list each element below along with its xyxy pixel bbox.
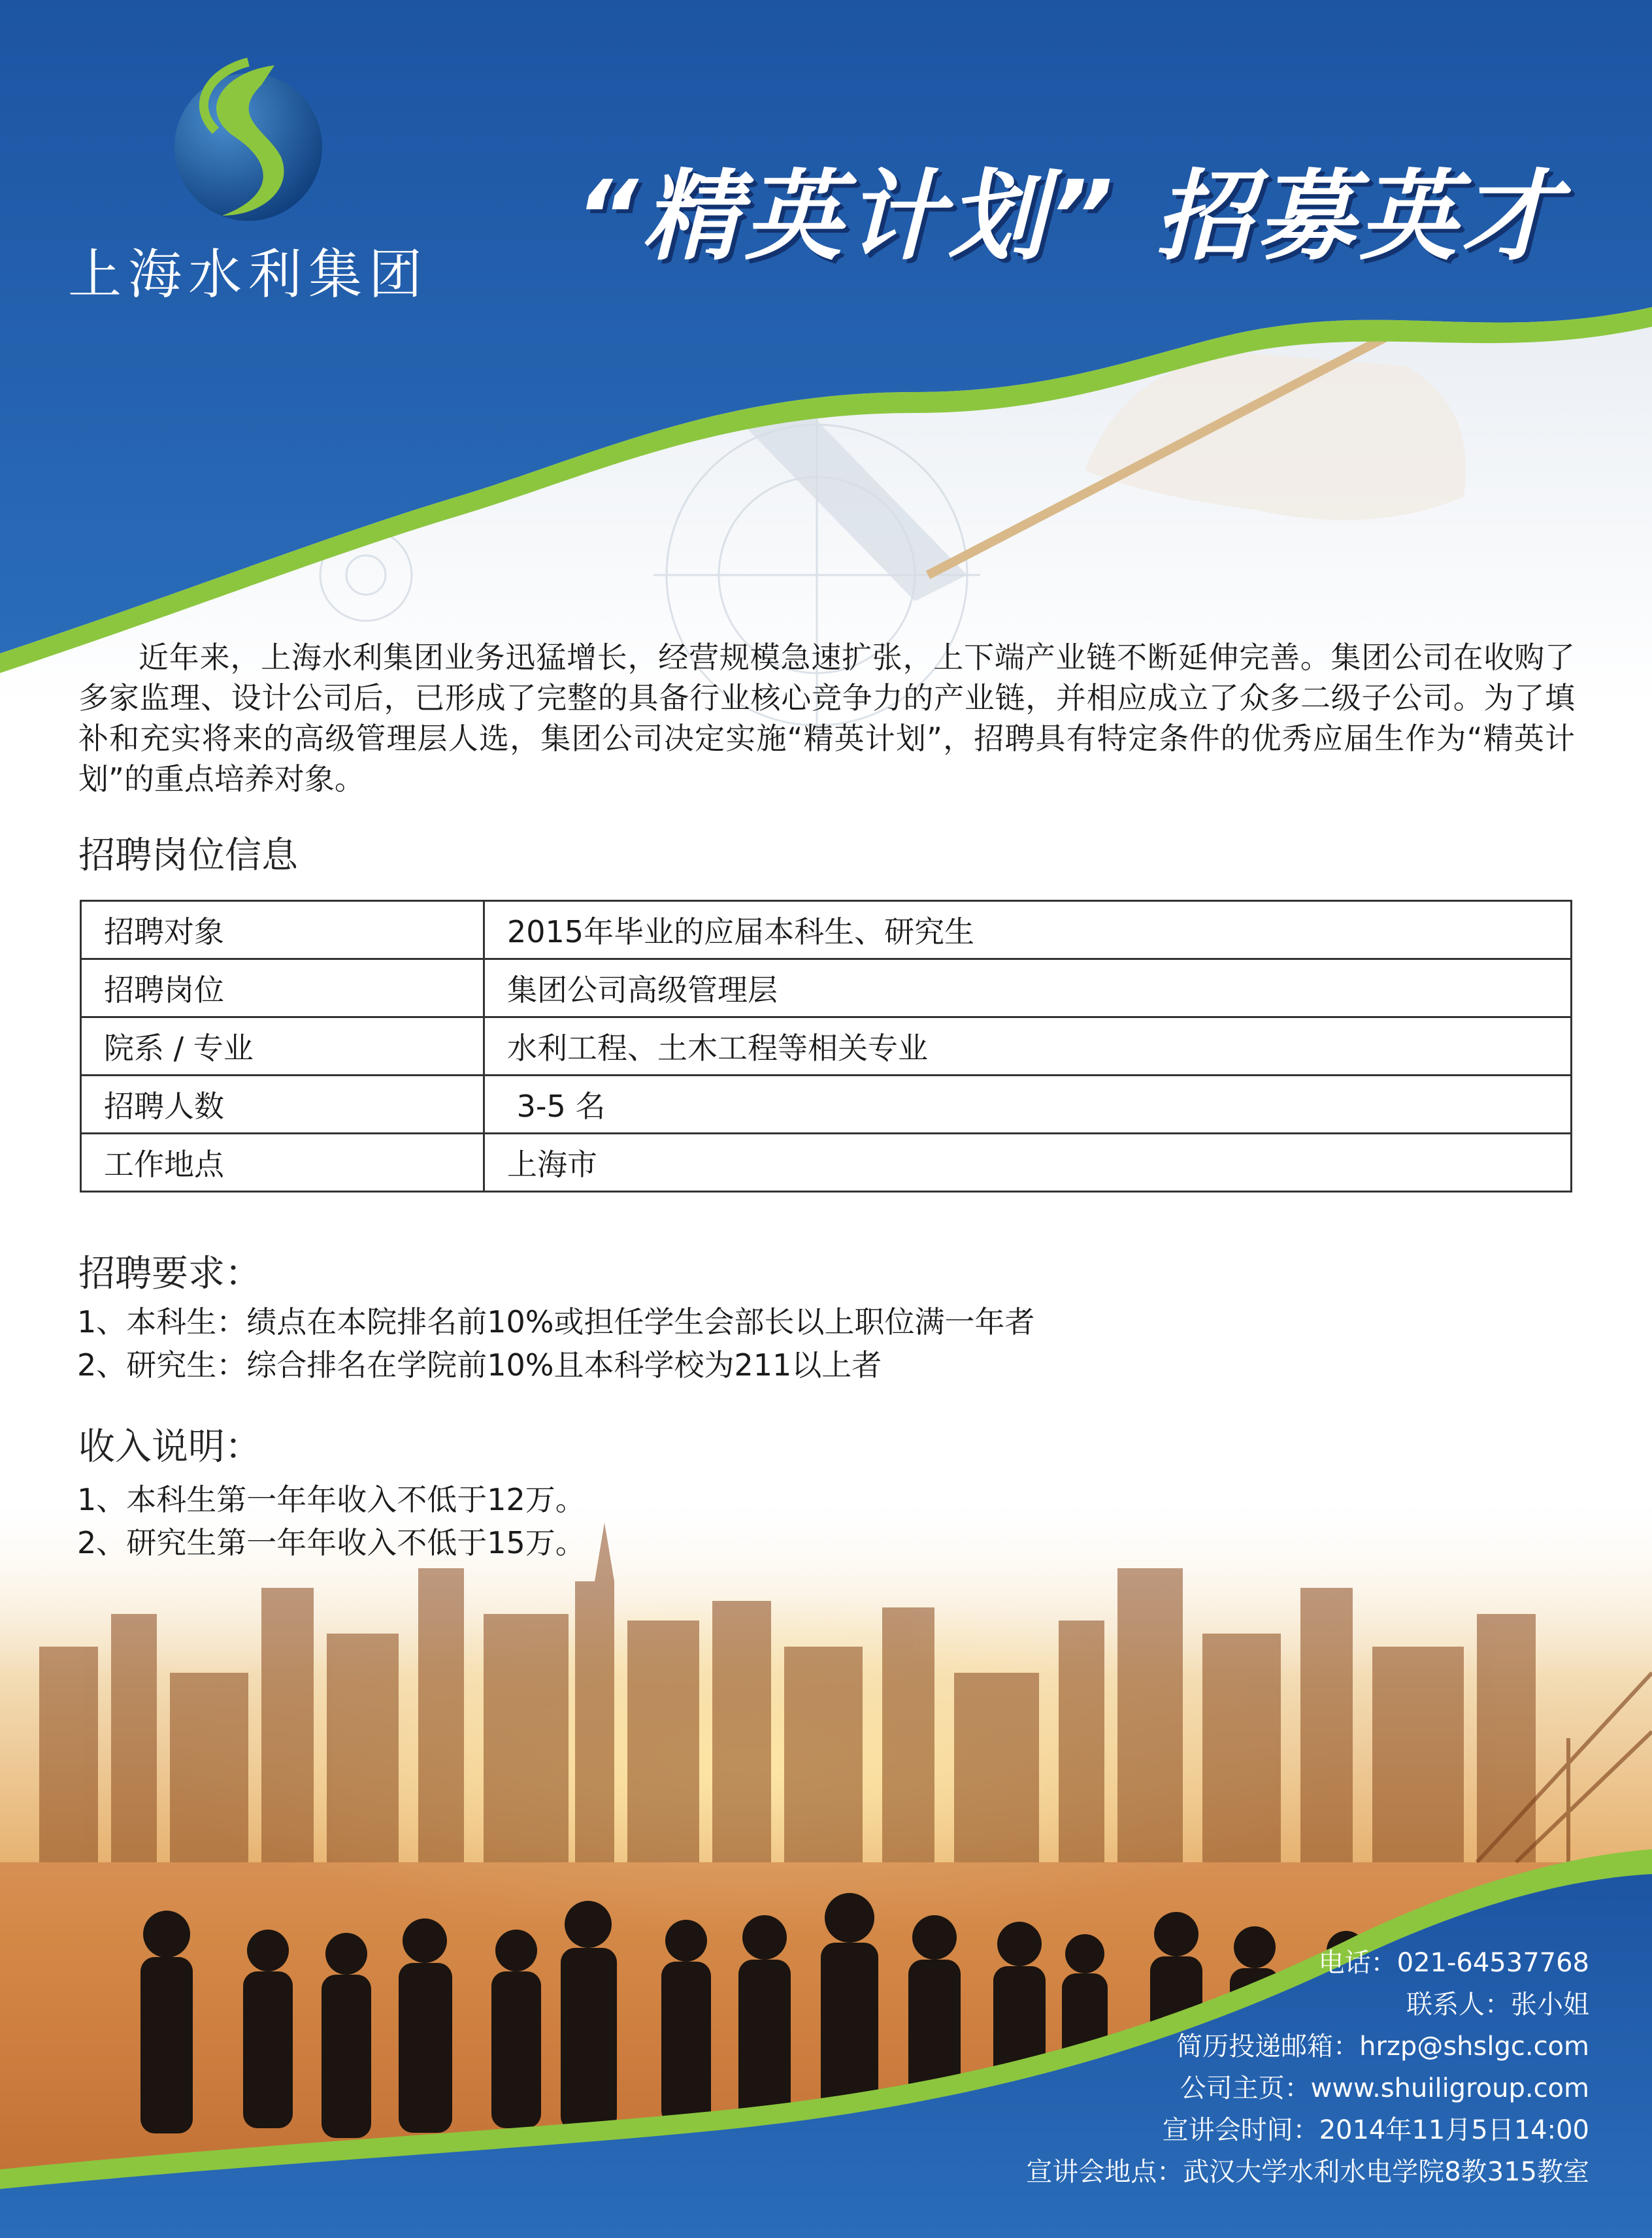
row-key: 招聘人数 (81, 1076, 484, 1134)
row-key: 招聘对象 (81, 901, 484, 959)
contact-block (1026, 1942, 1589, 2193)
row-value: 3-5 名 (484, 1076, 1572, 1134)
positions-table (80, 900, 1572, 1193)
headline: “精英计划” 招募英才 (575, 160, 1563, 274)
company-name: 上海水利集团 (67, 244, 429, 306)
seminar-place: 宣讲会地点：武汉大学水利水电学院8教315教室 (1026, 2157, 1589, 2187)
requirements-list (77, 1300, 1035, 1387)
list-item: 2、研究生：综合排名在学院前10%且本科学校为211以上者 (77, 1347, 882, 1383)
row-key: 院系 / 专业 (81, 1017, 484, 1076)
row-key: 招聘岗位 (81, 959, 484, 1017)
contact-website: 公司主页：www.shuiligroup.com (1180, 2073, 1589, 2103)
table-row (81, 901, 1572, 959)
row-value: 2015年毕业的应届本科生、研究生 (484, 901, 1572, 959)
row-value: 水利工程、土木工程等相关专业 (484, 1017, 1572, 1076)
contact-person: 联系人：张小姐 (1406, 1990, 1589, 2020)
table-row (81, 959, 1572, 1017)
row-value: 集团公司高级管理层 (484, 959, 1572, 1017)
contact-phone: 电话：021-64537768 (1318, 1948, 1589, 1978)
table-row (81, 1134, 1572, 1192)
income-list (77, 1478, 586, 1564)
requirements-title: 招聘要求： (78, 1253, 261, 1295)
list-item: 2、研究生第一年年收入不低于15万。 (77, 1525, 586, 1560)
list-item: 1、本科生：绩点在本院排名前10%或担任学生会部长以上职位满一年者 (77, 1304, 1035, 1340)
table-row (81, 1017, 1572, 1076)
row-value: 上海市 (484, 1134, 1572, 1192)
intro-paragraph: 近年来，上海水利集团业务迅猛增长，经营规模急速扩张，上下端产业链不断延伸完善。集团公司在收购了多家监理、设计公司后，已形成了完整的具备行业核心竞争力的产业链，并相应成立了众多二级子公司。为了填补和充实将来的高级管理层人选，集团公司决定实施“精英计划”，招聘具有特定条件的优秀应届生作为“精英计划”的重点培养对象。 (78, 640, 1575, 797)
row-key: 工作地点 (81, 1134, 484, 1192)
table-row (81, 1076, 1572, 1134)
positions-title: 招聘岗位信息 (78, 834, 298, 877)
income-title: 收入说明： (78, 1426, 261, 1468)
list-item: 1、本科生第一年年收入不低于12万。 (77, 1482, 586, 1517)
seminar-time: 宣讲会时间：2014年11月5日14:00 (1162, 2115, 1589, 2145)
contact-email: 简历投递邮箱：hrzp@shslgc.com (1176, 2032, 1589, 2062)
